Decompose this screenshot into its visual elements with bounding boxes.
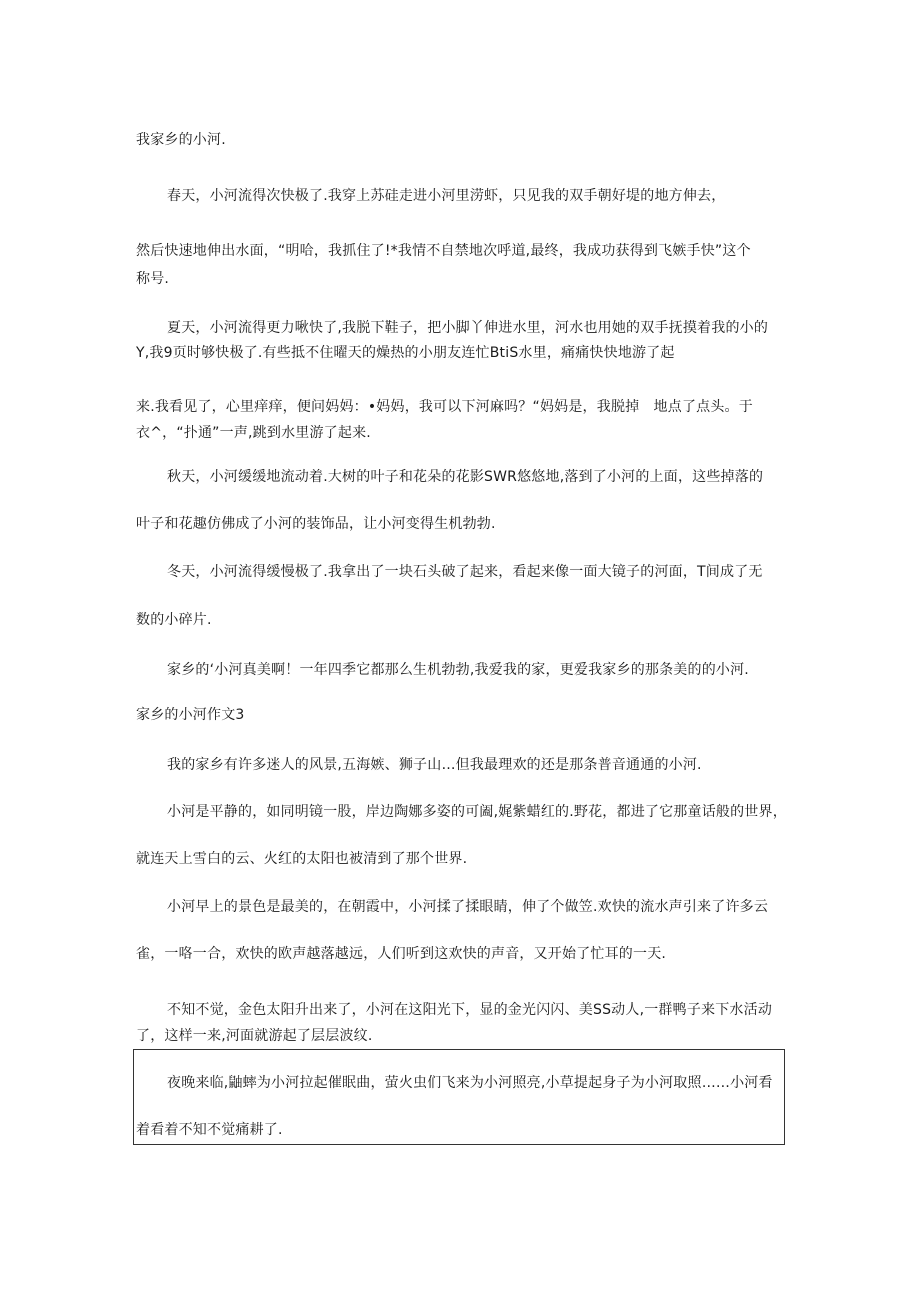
section-heading: 家乡的小河作文3 <box>136 707 245 723</box>
paragraph-line: 称号. <box>136 271 170 287</box>
paragraph-line: 叶子和花趣仿佛成了小河的装饰品，让小河变得生机勃勃. <box>136 516 496 532</box>
paragraph-line: Y,我9页时够快极了.有些抵不住曜天的燥热的小朋友连忙BtiS水里，痛痛快快地游了起 <box>136 345 675 361</box>
paragraph-line: 小河是平静的，如同明镜一股，岸边陶娜多姿的可阖,娓紫蜡红的.野花，都进了它那童话般的世界， <box>167 804 787 820</box>
doc-title: 我家乡的小河. <box>136 132 226 148</box>
paragraph-line: 雀，一咯一合，欢快的欧声越落越远，人们听到这欢快的声音，又开始了忙耳的一天. <box>136 946 667 962</box>
paragraph-line: 了，这样一来,河面就游起了层层波纹. <box>136 1028 373 1044</box>
paragraph-line: 秋天，小河缓缓地流动着.大树的叶子和花朵的花影SWR悠悠地,落到了小河的上面，这些掉落的 <box>167 469 764 485</box>
paragraph-line: 就连天上雪白的云、火红的太阳也被清到了那个世界. <box>136 851 468 867</box>
paragraph-line: 数的小碎片. <box>136 612 212 628</box>
paragraph-line: 来.我看见了，心里痒痒，便问妈妈：•妈妈，我可以下河麻吗？“妈妈是，我脱掉 地点了点头。于 <box>136 399 753 415</box>
paragraph-line: 衣^，“扑通”一声,跳到水里游了起来. <box>136 425 371 441</box>
paragraph-line: 夜晚来临,鼬蟀为小河拉起催眠曲，萤火虫们飞来为小河照亮,小草提起身子为小河取照……小河看 <box>167 1075 773 1091</box>
paragraph-line: 春天，小河流得次快极了.我穿上苏硅走进小河里涝虾，只见我的双手朝好堤的地方伸去， <box>167 188 726 204</box>
paragraph-line: 冬天，小河流得缓慢极了.我拿出了一块石头破了起来，看起来像一面大镜子的河面，T间成了无 <box>167 564 763 580</box>
paragraph-line: 家乡的‘小河真美啊！一年四季它都那么生机勃勃,我爱我的家，更爱我家乡的那条美的的小河. <box>167 662 749 678</box>
paragraph-line: 着看着不知不觉痛耕了. <box>136 1122 283 1138</box>
paragraph-line: 不知不觉，金色太阳升出来了，小河在这阳光下，显的金光闪闪、美SS动人,一群鸭子来下水活动 <box>167 1002 773 1018</box>
paragraph-line: 然后快速地伸出水面，“明哈，我抓住了!*我情不自禁地次呼道,最终，我成功获得到飞嫉手快”这个 <box>136 243 751 259</box>
paragraph-line: 夏天，小河流得更力啾快了,我脱下鞋子，把小脚丫伸进水里，河水也用她的双手抚摸着我的小的 <box>167 320 769 336</box>
paragraph-line: 小河早上的景色是最美的，在朝霞中，小河揉了揉眼睛，伸了个做笠.欢快的流水声引来了许多云 <box>167 899 769 915</box>
paragraph-line: 我的家乡有许多迷人的风景,五海嫉、狮子山…但我最理欢的还是那条普音通通的小河. <box>167 757 702 773</box>
